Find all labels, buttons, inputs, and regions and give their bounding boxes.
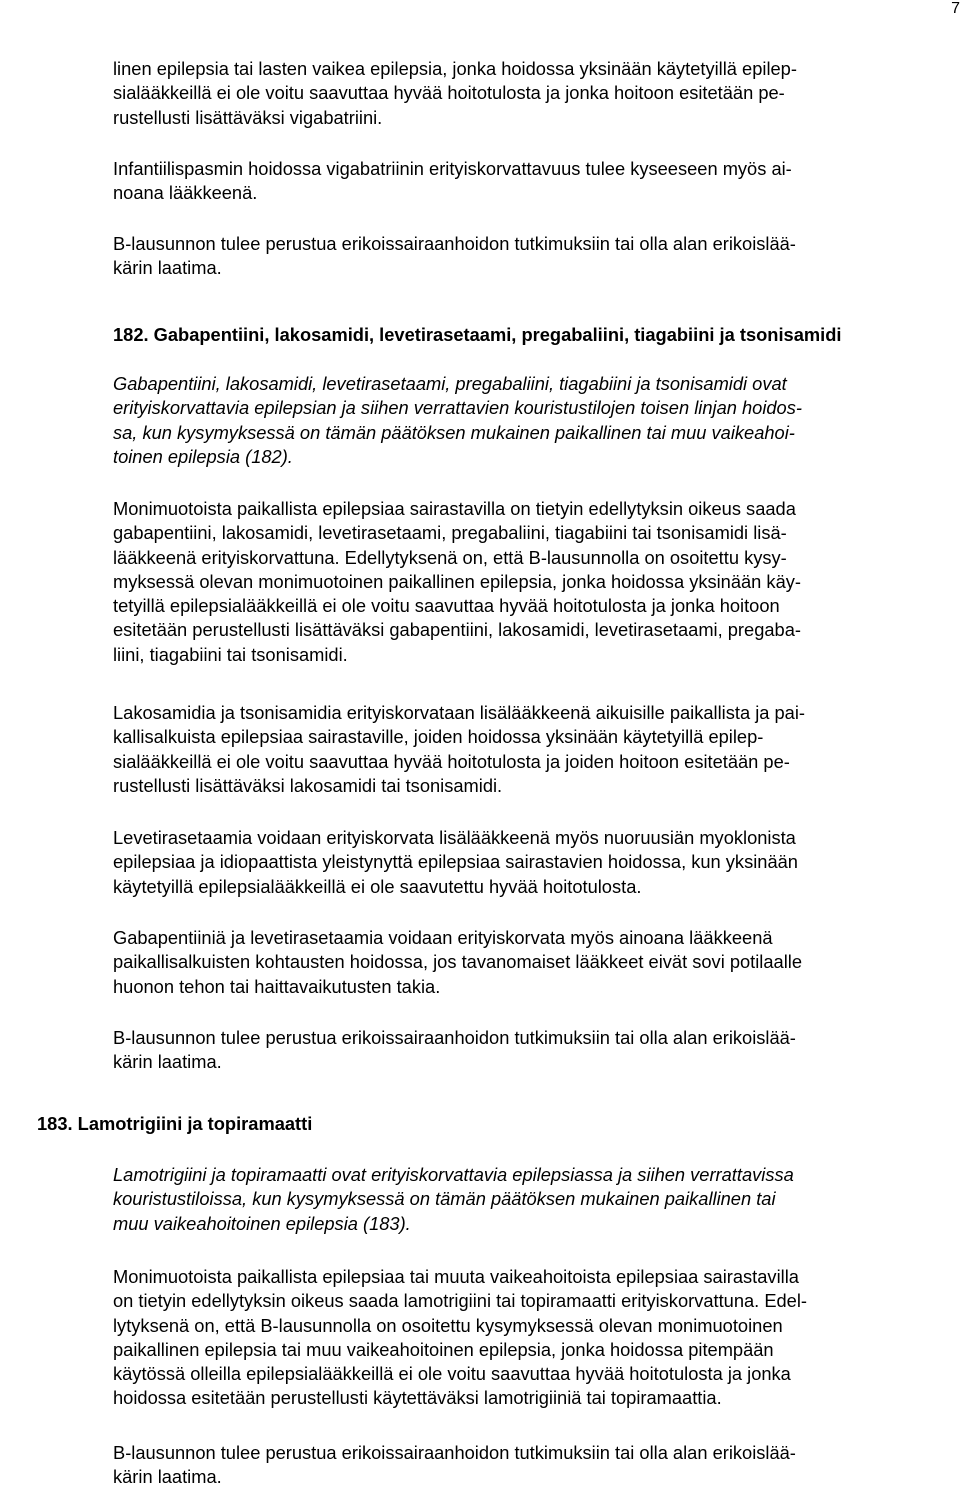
paragraph: [113, 701, 943, 798]
paragraph: [113, 497, 943, 667]
page-number: 7: [951, 0, 960, 17]
text-line: lytyksenä on, että B-lausunnolla on osoitettu kysymyksessä olevan monimuotoinen: [113, 1314, 783, 1336]
text-line: Lamotrigiini ja topiramaatti ovat erityiskorvattavia epilepsiassa ja siihen verrattavissa: [113, 1164, 794, 1185]
text-line: kärin laatima.: [113, 1466, 222, 1488]
text-line: rustellusti lisättäväksi vigabatriini.: [113, 106, 383, 128]
intro-paragraph: [113, 1163, 943, 1236]
paragraph: [113, 157, 943, 206]
text-line: liini, tiagabiini tai tsonisamidi.: [113, 643, 348, 665]
text-line: tetyillä epilepsialääkkeillä ei ole voitu saavuttaa hyvää hoitotulosta ja jonka hoitoon: [113, 595, 780, 617]
text-line: Levetirasetaamia voidaan erityiskorvata lisälääkkeenä myös nuoruusiän myoklonista: [113, 827, 796, 848]
text-line: gabapentiini, lakosamidi, levetirasetaami, pregabaliini, tiagabiini tai tsonisamidi lisä-: [113, 522, 787, 544]
text-line: Monimuotoista paikallista epilepsiaa tai muuta vaikeahoitoista epilepsiaa sairastavilla: [113, 1266, 799, 1287]
text-line: kärin laatima.: [113, 257, 222, 279]
text-line: huonon tehon tai haittavaikutusten takia.: [113, 975, 441, 997]
text-line: B-lausunnon tulee perustua erikoissairaanhoidon tutkimuksiin tai olla alan erikoislää-: [113, 233, 796, 254]
paragraph: [113, 926, 943, 999]
section-heading: 182. Gabapentiini, lakosamidi, levetirasetaami, pregabaliini, tiagabiini ja tsonisamidi: [113, 324, 842, 345]
text-line: kallisalkuista epilepsiaa sairastaville, joiden hoidossa yksinään käytetyillä epilep-: [113, 726, 764, 748]
text-line: sa, kun kysymyksessä on tämän päätöksen mukainen paikallinen tai muu vaikeahoi-: [113, 421, 795, 443]
paragraph: [113, 232, 943, 281]
text-line: Infantiilispasmin hoidossa vigabatriinin erityiskorvattavuus tulee kyseeseen myös ai-: [113, 158, 792, 179]
paragraph: [113, 57, 943, 130]
text-line: sialääkkeillä ei ole voitu saavuttaa hyvää hoitotulosta ja jonka hoitoon esitetään pe-: [113, 82, 785, 104]
text-line: Monimuotoista paikallista epilepsiaa sairastavilla on tietyin edellytyksin oikeus saada: [113, 498, 796, 519]
text-line: erityiskorvattavia epilepsian ja siihen verrattavien kouristustilojen toisen linjan hoidos-: [113, 397, 802, 419]
text-line: paikallisalkuisten kohtausten hoidossa, jos tavanomaiset lääkkeet eivät sovi potilaalle: [113, 951, 802, 973]
text-line: kärin laatima.: [113, 1051, 222, 1073]
text-line: linen epilepsia tai lasten vaikea epilepsia, jonka hoidossa yksinään käytetyillä epilep-: [113, 58, 797, 79]
paragraph: [113, 826, 943, 899]
text-line: kouristustiloissa, kun kysymyksessä on tämän päätöksen mukainen paikallinen tai: [113, 1188, 776, 1210]
intro-paragraph: [113, 372, 943, 469]
paragraph: [113, 1265, 943, 1411]
paragraph: [113, 1026, 943, 1075]
text-line: B-lausunnon tulee perustua erikoissairaanhoidon tutkimuksiin tai olla alan erikoislää-: [113, 1442, 796, 1463]
text-line: noana lääkkeenä.: [113, 182, 258, 204]
text-line: on tietyin edellytyksin oikeus saada lamotrigiini tai topiramaatti erityiskorvattuna. Edel-: [113, 1290, 808, 1312]
text-line: Gabapentiini, lakosamidi, levetirasetaami, pregabaliini, tiagabiini ja tsonisamidi ovat: [113, 373, 787, 394]
text-line: paikallinen epilepsia tai muu vaikeahoitoinen epilepsia, jonka hoidossa pitempään: [113, 1338, 774, 1360]
text-line: myksessä olevan monimuotoinen paikallinen epilepsia, jonka hoidossa yksinään käy-: [113, 570, 801, 592]
text-line: epilepsiaa ja idiopaattista yleistynyttä epilepsiaa sairastavien hoidossa, kun yksinään: [113, 851, 798, 873]
text-line: Gabapentiiniä ja levetirasetaamia voidaan erityiskorvata myös ainoana lääkkeenä: [113, 927, 773, 948]
text-line: B-lausunnon tulee perustua erikoissairaanhoidon tutkimuksiin tai olla alan erikoislää-: [113, 1027, 796, 1048]
text-line: toinen epilepsia (182).: [113, 445, 293, 467]
text-line: sialääkkeillä ei ole voitu saavuttaa hyvää hoitotulosta ja joiden hoitoon esitetään pe-: [113, 750, 790, 772]
text-line: rustellusti lisättäväksi lakosamidi tai tsonisamidi.: [113, 774, 503, 796]
text-line: käytössä olleilla epilepsialääkkeillä ei ole voitu saavuttaa hyvää hoitotulosta ja jonka: [113, 1363, 791, 1385]
text-line: hoidossa esitetään perustellusti käytettäväksi lamotrigiiniä tai topiramaattia.: [113, 1387, 722, 1409]
text-line: lääkkeenä erityiskorvattuna. Edellytyksenä on, että B-lausunnolla on osoitettu kysy-: [113, 546, 787, 568]
section-heading: 183. Lamotrigiini ja topiramaatti: [37, 1113, 313, 1134]
text-line: Lakosamidia ja tsonisamidia erityiskorvataan lisälääkkeenä aikuisille paikallista ja pai-: [113, 702, 805, 723]
paragraph: [113, 1441, 943, 1490]
text-line: esitetään perustellusti lisättäväksi gabapentiini, lakosamidi, levetirasetaami, pregaba-: [113, 619, 801, 641]
text-line: käytetyillä epilepsialääkkeillä ei ole saavutettu hyvää hoitotulosta.: [113, 875, 642, 897]
text-line: muu vaikeahoitoinen epilepsia (183).: [113, 1212, 411, 1234]
